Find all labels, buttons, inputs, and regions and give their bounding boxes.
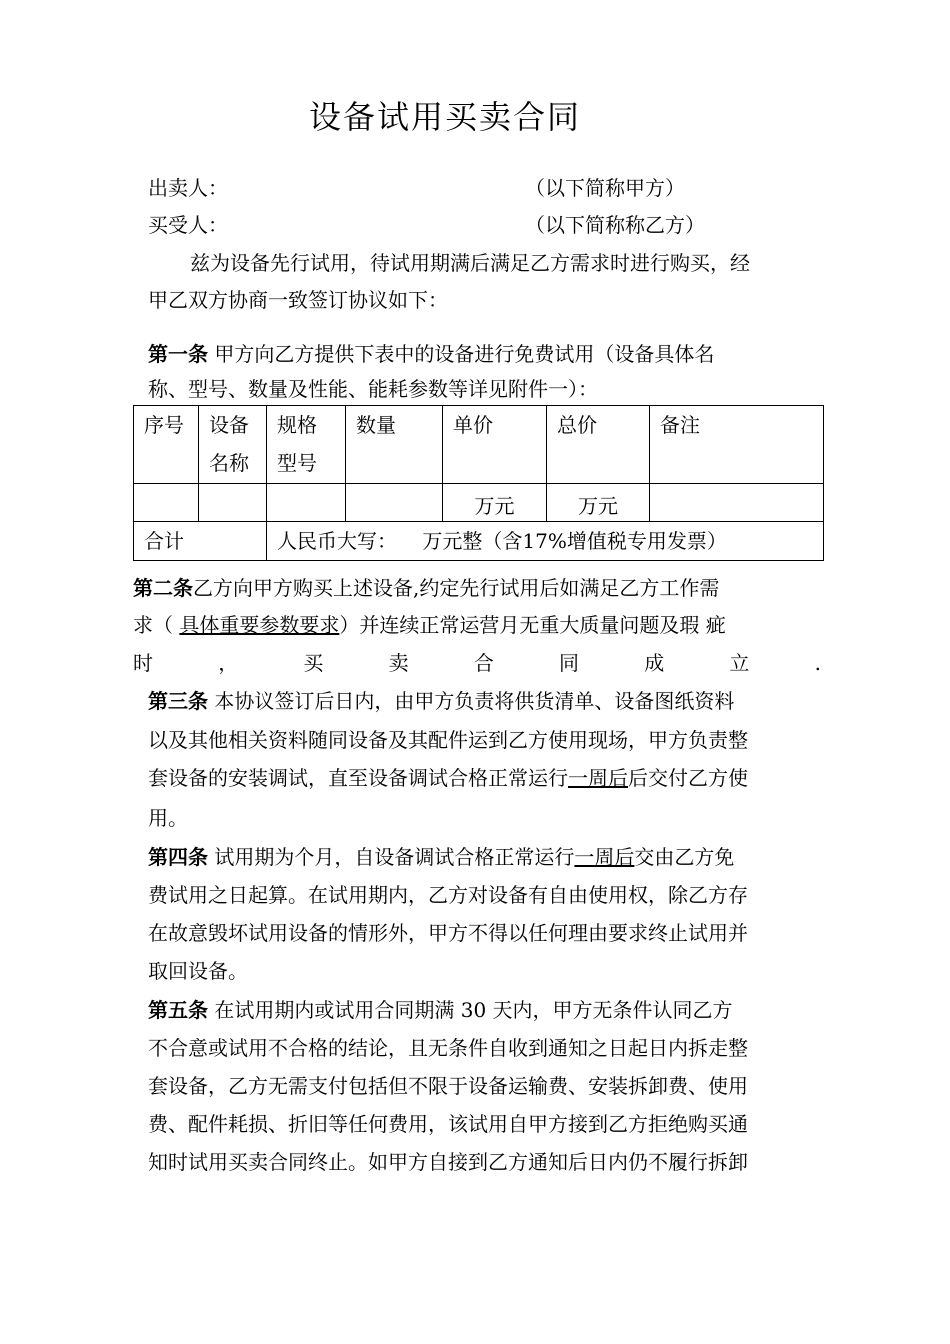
article-4-line-4: 取回设备。 (148, 959, 248, 983)
header-cell: 设备 名称 (199, 406, 267, 484)
header-cell: 总价 (547, 406, 650, 484)
article-3-line-3: 套设备的安装调试，直至设备调试合格正常运行一周后后交付乙方使 (148, 766, 748, 790)
article-4-line-3: 在故意毁坏试用设备的情形外，甲方不得以任何理由要求终止试用并 (148, 921, 748, 945)
header-cell: 备注 (650, 406, 824, 484)
article-4-line-2: 费试用之日起算。在试用期内，乙方对设备有自由使用权，除乙方存 (148, 883, 748, 907)
underlined-text: 一周后 (574, 845, 635, 869)
article-3-line-2: 以及其他相关资料随同设备及其配件运到乙方使用现场，甲方负责整 (148, 728, 748, 752)
header-cell: 数量 (346, 406, 443, 484)
intro-line-2: 甲乙双方协商一致签订协议如下： (148, 288, 448, 312)
underlined-text: 具体重要参数要求 (179, 613, 340, 637)
underlined-text: 一周后 (568, 766, 628, 790)
article-5-heading: 第五条 (148, 998, 208, 1022)
article-3-heading: 第三条 (148, 689, 208, 713)
article-2-line-3: 时 ， 买 卖 合 同 成 立 . (133, 651, 821, 675)
document-title: 设备试用买卖合同 (308, 98, 581, 136)
header-cell: 规格 型号 (267, 406, 346, 484)
article-5-line-3: 套设备，乙方无需支付包括但不限于设备运输费、安装拆卸费、使用 (148, 1074, 748, 1098)
article-5-line-4: 费、配件耗损、折旧等任何费用，该试用自甲方接到乙方拒绝购买通 (148, 1112, 748, 1136)
buyer-note: （以下简称称乙方） (525, 213, 705, 237)
total-label-cell: 合计 (134, 522, 267, 561)
article-1-line-2: 称、型号、数量及性能、能耗参数等详见附件一）： (148, 377, 598, 401)
article-2-line-1 (133, 576, 719, 600)
table-cell (267, 484, 346, 522)
unit-price-cell: 万元 (443, 484, 547, 522)
header-cell: 序号 (134, 406, 199, 484)
table-cell (199, 484, 267, 522)
article-4-heading: 第四条 (148, 845, 208, 869)
total-price-cell: 万元 (547, 484, 650, 522)
buyer-label: 买受人： (148, 213, 228, 237)
table-total-row (134, 522, 824, 561)
seller-label: 出卖人： (148, 176, 228, 200)
article-5-line-2: 不合意或试用不合格的结论，且无条件自收到通知之日起日内拆走整 (148, 1036, 748, 1060)
article-4-line-1: 第四条 试用期为个月，自设备调试合格正常运行一周后交由乙方免 (148, 845, 735, 869)
article-2-text: 乙方向甲方购买上述设备,约定先行试用后如满足乙方工作需 (193, 576, 720, 600)
equipment-table (133, 405, 824, 561)
table-cell (134, 484, 199, 522)
header-cell: 单价 (443, 406, 547, 484)
table-cell (346, 484, 443, 522)
article-1-line-1 (148, 342, 714, 366)
article-2-line-2: 求（ 具体重要参数要求）并连续正常运营月无重大质量问题及瑕 疵 (133, 613, 726, 637)
article-2-heading: 第二条 (133, 576, 193, 600)
intro-line-1: 兹为设备先行试用，待试用期满后满足乙方需求时进行购买，经 (190, 251, 750, 275)
table-header-row (134, 406, 824, 484)
article-1-heading: 第一条 (148, 342, 208, 366)
seller-note: （以下简称甲方） (525, 176, 685, 200)
article-1-text: 甲方向乙方提供下表中的设备进行免费试用（设备具体名 (208, 342, 715, 366)
table-cell (650, 484, 824, 522)
table-row (134, 484, 824, 522)
article-5-line-1: 第五条 在试用期内或试用合同期满 30 天内，甲方无条件认同乙方 (148, 998, 733, 1022)
total-amount-cell: 人民币大写： 万元整（含17%增值税专用发票） (267, 522, 824, 561)
article-3-line-4: 用。 (148, 806, 188, 830)
article-5-line-5: 知时试用买卖合同终止。如甲方自接到乙方通知后日内仍不履行拆卸 (148, 1150, 748, 1174)
article-3-line-1: 第三条 本协议签订后日内，由甲方负责将供货清单、设备图纸资料 (148, 689, 735, 713)
